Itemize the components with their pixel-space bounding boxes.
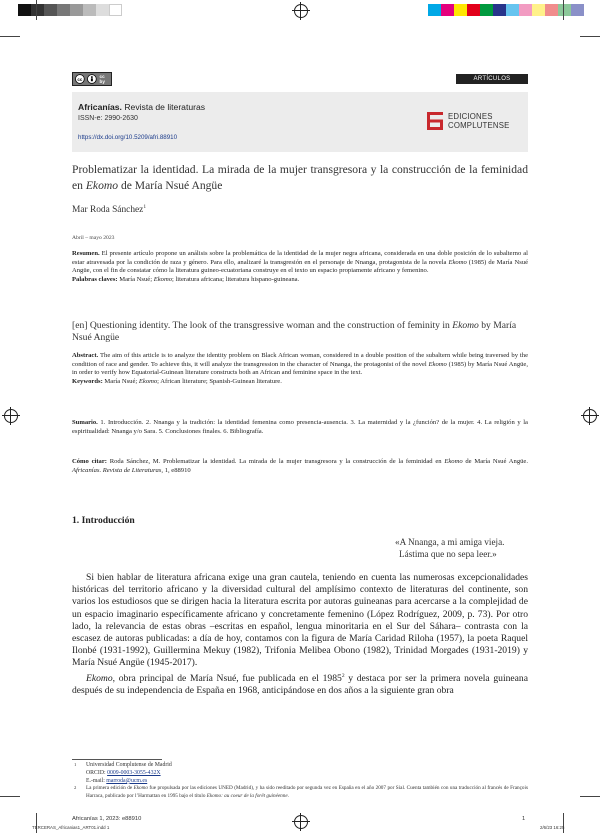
print-slug-left: TERCERAS_Africanias1_ART01.indd 1	[32, 825, 110, 830]
en-kw-text-1: María Nsué;	[102, 377, 139, 385]
body-text	[72, 572, 528, 697]
doi-link[interactable]: https://dx.doi.org/10.5209/afri.88910	[78, 134, 178, 141]
fn1-number: 1	[74, 762, 77, 767]
citation-italic-1: Ekomo	[444, 458, 463, 465]
svg-text:cc: cc	[77, 76, 83, 82]
crop-mark	[563, 0, 564, 20]
footnote-rule	[72, 759, 162, 760]
title-part-2: de María Nsué Angüe	[118, 179, 223, 192]
resumen-label: Resumen.	[72, 250, 100, 257]
epigraph-line-1: «A Nnanga, a mi amiga vieja.	[395, 537, 505, 547]
journal-subtitle: Revista de literaturas	[124, 102, 206, 112]
section-label: ARTÍCULOS	[456, 74, 528, 84]
fn2-italic-2: Ekomo: au coeur de la forêt guinéenne	[206, 792, 288, 799]
en-title-suffix: by María Nsué Angüe	[72, 320, 517, 344]
registration-mark-left	[4, 409, 18, 423]
epigraph	[395, 536, 504, 560]
by-person-icon	[87, 74, 97, 84]
resumen-text-2: (1985) de María Nsué Angüe, con el fin de constatar cómo la literatura guineo-ecuatoriana construye en el texto un espacio propiamente africano y femenino.	[72, 258, 528, 275]
epigraph-line-2: Lástima que no sepa leer.»	[399, 549, 497, 559]
publisher-line-2: COMPLUTENSE	[448, 121, 510, 130]
publisher-name	[448, 112, 510, 130]
en-kw-italic: Ekomo	[138, 377, 158, 385]
cc-icon	[75, 74, 85, 84]
citation-italic-2: Africanías. Revista de Literaturas	[72, 466, 162, 474]
sumario-label: Sumario.	[72, 419, 98, 426]
author-name: Mar Roda Sánchez	[72, 205, 144, 216]
title-italic: Ekomo	[85, 179, 119, 192]
citation-text-2: de María Nsué Angüe.	[462, 458, 528, 465]
fn1-orcid	[86, 770, 528, 778]
section-heading: 1. Introducción	[72, 515, 135, 526]
crop-mark	[580, 796, 600, 797]
crop-mark	[0, 796, 20, 797]
title-part-1: Problematizar la identidad. La mirada de la mujer transgresora y la construcción de la feminidad en	[72, 163, 528, 192]
english-title	[72, 320, 528, 345]
p2-text-2: y destaca por ser la primera novela guineana después de su independencia de España en 1968, anticipándose en dos años a la siguiente gran obra	[72, 672, 528, 697]
registration-mark-right	[583, 409, 597, 423]
publisher-logo-icon	[427, 112, 443, 130]
fn1-orcid-label: ORCID:	[86, 769, 108, 776]
fn2-text-1: La primera edición de	[86, 785, 134, 792]
article-title	[72, 162, 528, 194]
paragraph-2	[72, 670, 528, 698]
footnote-1	[72, 762, 528, 785]
author	[72, 204, 146, 215]
resumen-italic: Ekomo	[448, 258, 467, 266]
color-bar	[428, 4, 584, 16]
kw-italic: Ekomo	[153, 275, 172, 283]
footnotes	[72, 762, 528, 800]
author-note: 1	[143, 204, 147, 210]
sumario	[72, 419, 528, 436]
kw-label: Palabras claves:	[72, 275, 118, 283]
p2-footnote-ref: 2	[341, 672, 345, 679]
fn2-text-2: fue propulsada por las ediciones UNED (Madrid), y ha sido reeditado por segunda vez en España en el año 2007 por Sial. Cuenta también con una traducción al francés de François Harraca, publicado por l’Harmattan en 1995 bajo el título	[86, 785, 528, 799]
keywords	[72, 378, 528, 387]
crop-mark	[563, 813, 564, 833]
registration-mark-top	[294, 4, 308, 18]
issn: ISSN-e: 2990-2630	[78, 115, 138, 122]
page-number: 1	[522, 816, 526, 822]
en-kw-label: Keywords:	[72, 377, 103, 385]
dates: Abril – mayo 2023	[72, 235, 115, 241]
fn1-affiliation: Universidad Complutense de Madrid	[86, 762, 172, 768]
abstract	[72, 352, 528, 386]
abstract-label: Abstract.	[72, 352, 99, 359]
resumen	[72, 250, 528, 284]
crop-mark	[0, 36, 20, 37]
citation	[72, 458, 528, 475]
publisher-line-1: EDICIONES	[448, 112, 493, 121]
fn1-email-label: E.-mail:	[86, 777, 107, 784]
footer-citation: Africanías 1, 2023: e88910	[72, 816, 142, 822]
fn2-text-3: .	[287, 792, 289, 799]
kw-text-2: ; literatura africana; literatura hispano-guineana.	[172, 275, 300, 283]
p2-text-1: , obra principal de María Nsué, fue publicada en el 1985	[112, 672, 342, 684]
fn2-number: 2	[74, 785, 77, 791]
fn1-email-link[interactable]: marroda@ucm.es	[106, 777, 148, 784]
citation-label: Cómo citar:	[72, 458, 107, 465]
resumen-text-1: El presente artículo propone un análisis sobre la problemática de la identidad de la mujer negra africana, considerada en una doble posición de lo subalterno al estar atravesada por la condición de raza y género. Para ello, analizaré la transgresión en el personaje de Nnanga, protagonista de la novela	[72, 250, 528, 266]
journal-name: Africanías.	[78, 102, 122, 112]
citation-text-3: , 1, e88910	[161, 466, 191, 474]
crop-mark	[36, 0, 37, 20]
palabras-claves	[72, 276, 528, 285]
fn1-orcid-link[interactable]: 0009-0003-3055-432X	[107, 769, 161, 776]
print-slug-right: 2/6/23 16:25	[540, 825, 565, 830]
crop-mark	[36, 813, 37, 833]
abstract-text-2: (1985) by María Nsué Angüe, in order to verify how Equatorial-Guinean literature constructs both an African and feminine space in the text.	[72, 360, 528, 377]
crop-mark	[580, 36, 600, 37]
license-text: cc by	[99, 74, 105, 84]
cc-license-badge	[72, 72, 112, 86]
en-kw-text-2: ; African literature; Spanish-Guinean literature.	[157, 377, 282, 385]
journal-header	[72, 92, 528, 152]
p2-italic: Ekomo	[86, 672, 113, 684]
paragraph-1: Si bien hablar de literatura africana exige una gran cautela, teniendo en cuenta las numerosas excepcionalidades históricas del territorio africano y la diversidad cultural del amplísimo contexto de literaturas del continente, son varios los estudiosos que se dirigen hacia la literatura escrita por autoras guineanas para acercarse a la complejidad de un espacio imaginario específicamente africano y concretamente femenino (López Rodríguez, 2009, p. 73). Por otro lado, la relevancia de estas obras –escritas en español, lengua minoritaria en el Sur del Sáhara– contrasta con la escasez de autoras publicadas: a día de hoy, contamos con la figura de María Caridad Riloha (1957), la poeta Raquel Ilonbé (1931-1992), Guillermina Mekuy (1982), Trifonia Melibea Obono (1982), Trinidad Morgades (1931-2019) y María Nsué Angüe (1945-2017).	[72, 572, 528, 669]
greyscale-bar	[18, 4, 122, 16]
registration-mark-bottom	[294, 815, 308, 829]
abstract-italic: Ekomo	[428, 360, 447, 368]
sumario-text: 1. Introducción. 2. Nnanga y la tradición: la identidad femenina como presencia-ausencia. 3. La maternidad y la ¿función? de la mujer. 4. La religión y la espiritualidad: Nnanga y/o Sara. 5. Conclusiones finales. 6. Bibliografía.	[72, 419, 528, 435]
citation-text-1: Roda Sánchez, M. Problematizar la identidad. La mirada de la mujer transgresora y la construcción de la feminidad en	[106, 458, 445, 465]
en-title-italic: Ekomo	[452, 320, 479, 331]
fn2-italic-1: Ekomo	[133, 785, 148, 792]
en-title-prefix: [en] Questioning identity. The look of the transgressive woman and the construction of feminity in	[72, 320, 453, 331]
journal-title	[78, 102, 205, 112]
abstract-text-1: The aim of this article is to analyze the identity problem on Black African woman, considered in a double position of the subaltern while being traversed by the condition of race and gender. To achieve this, it will analyze the transgression in the character of Nnanga, the protagonist of the novel	[72, 352, 528, 368]
kw-text-1: María Nsué;	[117, 275, 154, 283]
footnote-2	[72, 785, 528, 799]
